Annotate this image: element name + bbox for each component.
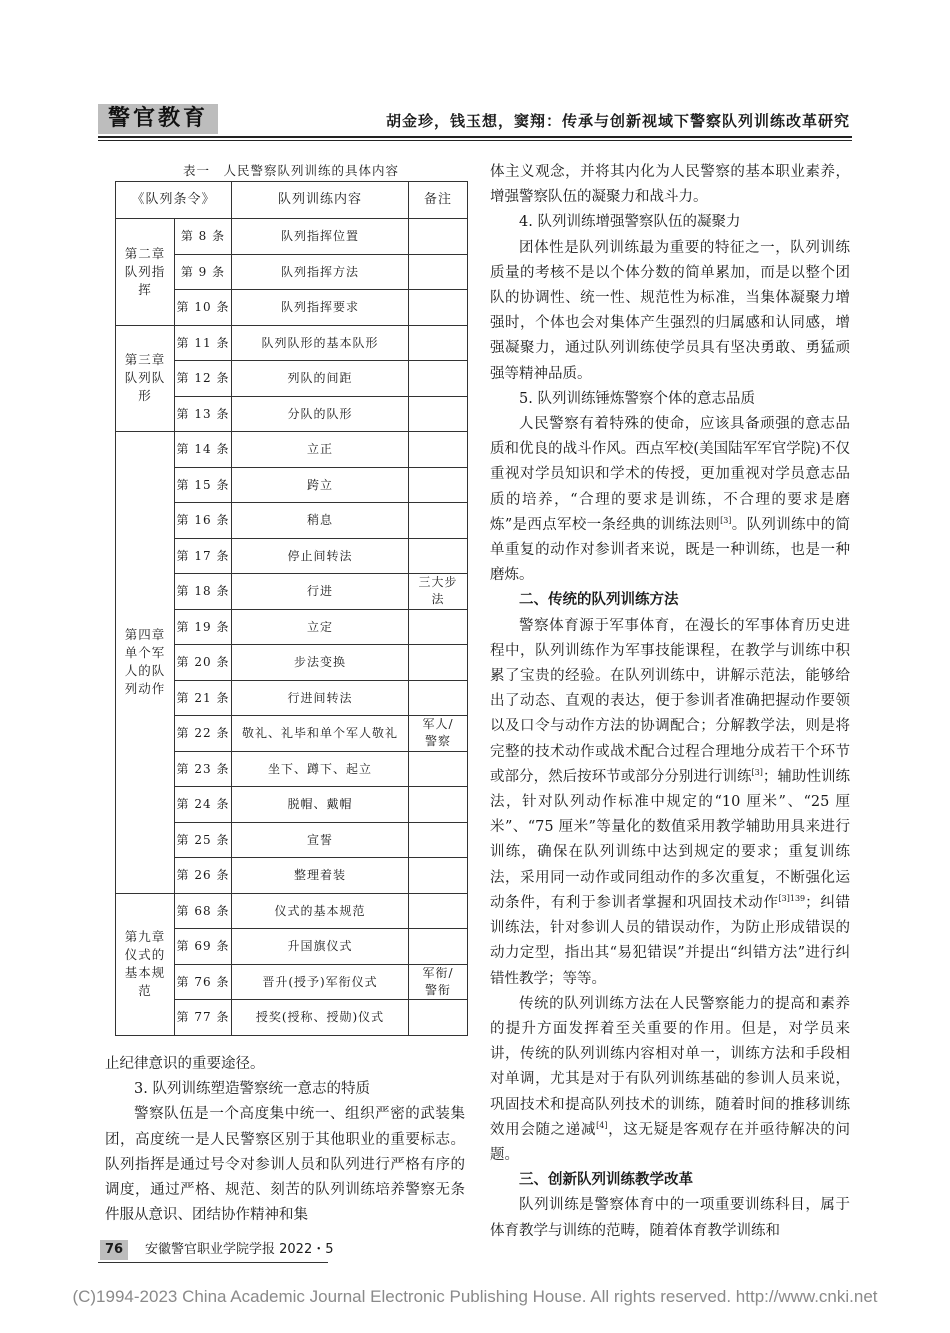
paragraph: 团体性是队列训练最为重要的特征之一，队列训练质量的考核不是以个体分数的简单累加，而是以整个团队的协调性、统一性、规范性为标准，当集体凝聚力增强时，个体也会对集体产生强烈的归属感和认同感，增强凝聚力，通过队列训练使学员具有坚决勇敢、勇猛顽强等精神品质。	[490, 239, 850, 382]
article-cell: 第 21 条	[175, 680, 232, 716]
content-cell: 仪式的基本规范	[232, 893, 409, 929]
note-cell	[409, 219, 468, 255]
left-column	[105, 1052, 465, 1228]
content-cell: 立定	[232, 609, 409, 645]
journal-section-badge: 警官教育	[98, 104, 218, 134]
content-cell: 队列指挥位置	[232, 219, 409, 255]
article-cell: 第 12 条	[175, 361, 232, 397]
article-cell: 第 16 条	[175, 503, 232, 539]
note-cell: 三大步法	[409, 574, 468, 610]
section-heading: 二、传统的队列训练方法	[519, 592, 679, 609]
content-cell: 队列指挥要求	[232, 290, 409, 326]
content-cell: 队列队形的基本队形	[232, 325, 409, 361]
article-cell: 第 25 条	[175, 822, 232, 858]
article-cell: 第 76 条	[175, 964, 232, 1000]
copyright-notice: (C)1994-2023 China Academic Journal Electronic Publishing House. All rights reserved. http://www.cnki.net	[72, 1287, 878, 1306]
article-cell: 第 18 条	[175, 574, 232, 610]
content-cell: 授奖(授称、授勋)仪式	[232, 1000, 409, 1036]
table-caption: 表一 人民警察队列训练的具体内容	[182, 163, 399, 178]
header-regulation: 《队列条令》	[116, 182, 232, 219]
note-cell	[409, 503, 468, 539]
content-cell: 行进间转法	[232, 680, 409, 716]
content-cell: 升国旗仪式	[232, 929, 409, 965]
citation: [3]	[720, 516, 732, 526]
note-cell	[409, 609, 468, 645]
content-cell: 稍息	[232, 503, 409, 539]
table-header-row	[116, 182, 468, 219]
content-cell: 整理着装	[232, 858, 409, 894]
note-cell	[409, 290, 468, 326]
article-cell: 第 68 条	[175, 893, 232, 929]
content-cell: 宣誓	[232, 822, 409, 858]
note-cell	[409, 787, 468, 823]
note-cell	[409, 538, 468, 574]
note-cell	[409, 893, 468, 929]
paragraph: 警察队伍是一个高度集中统一、组织严密的武装集团，高度统一是人民警察区别于其他职业的重要标志。队列指挥是通过号令对参训人员和队列进行严格有序的调度，通过严格、规范、刻苦的队列训练培养警察无条件服从意识、团结协作精神和集	[105, 1106, 465, 1224]
paragraph: 止纪律意识的重要途径。	[105, 1056, 265, 1072]
note-cell	[409, 1000, 468, 1036]
header-note: 备注	[409, 182, 468, 219]
article-cell: 第 11 条	[175, 325, 232, 361]
article-cell: 第 14 条	[175, 432, 232, 468]
table-row	[116, 325, 468, 361]
note-cell	[409, 822, 468, 858]
note-cell	[409, 396, 468, 432]
content-cell: 跨立	[232, 467, 409, 503]
note-cell	[409, 645, 468, 681]
note-cell	[409, 254, 468, 290]
note-cell	[409, 680, 468, 716]
header-content: 队列训练内容	[232, 182, 409, 219]
note-cell	[409, 325, 468, 361]
content-cell: 列队的间距	[232, 361, 409, 397]
content-cell: 坐下、蹲下、起立	[232, 751, 409, 787]
article-cell: 第 24 条	[175, 787, 232, 823]
running-title: 胡金珍，钱玉想，窦翔：传承与创新视域下警察队列训练改革研究	[385, 112, 850, 130]
citation: [3]	[751, 768, 763, 778]
citation: [4]	[596, 1120, 608, 1130]
note-cell	[409, 929, 468, 965]
content-cell: 晋升(授予)军衔仪式	[232, 964, 409, 1000]
subheading: 4. 队列训练增强警察队伍的凝聚力	[519, 214, 741, 231]
training-content-table	[115, 181, 468, 1036]
article-cell: 第 77 条	[175, 1000, 232, 1036]
article-cell: 第 10 条	[175, 290, 232, 326]
article-cell: 第 8 条	[175, 219, 232, 255]
chapter-cell: 第三章队列队形	[116, 325, 175, 432]
citation: [3]139	[778, 894, 806, 904]
note-cell: 军衔/警衔	[409, 964, 468, 1000]
note-cell	[409, 432, 468, 468]
content-cell: 步法变换	[232, 645, 409, 681]
note-cell	[409, 751, 468, 787]
content-cell: 行进	[232, 574, 409, 610]
article-cell: 第 26 条	[175, 858, 232, 894]
header-rule-thin	[98, 140, 852, 141]
article-cell: 第 19 条	[175, 609, 232, 645]
chapter-cell: 第四章单个军人的队列动作	[116, 432, 175, 894]
right-column	[490, 160, 850, 1244]
article-cell: 第 20 条	[175, 645, 232, 681]
content-cell: 分队的队形	[232, 396, 409, 432]
table-row	[116, 893, 468, 929]
content-cell: 立正	[232, 432, 409, 468]
article-cell: 第 22 条	[175, 716, 232, 752]
chapter-cell: 第九章仪式的基本规范	[116, 893, 175, 1035]
article-cell: 第 15 条	[175, 467, 232, 503]
subheading: 5. 队列训练锤炼警察个体的意志品质	[519, 390, 755, 407]
article-cell: 第 13 条	[175, 396, 232, 432]
article-cell: 第 23 条	[175, 751, 232, 787]
footer-rule	[98, 1262, 328, 1263]
paragraph: 警察体育源于军事体育，在漫长的军事体育历史进程中，队列训练作为军事技能课程，在教学与训练中积累了宝贵的经验。在队列训练中，讲解示范法，能够给出了动态、直观的表达，便于参训者准确把握动作要领以及口令与动作方法的协调配合；分解教学法，则是将完整的技术动作或战术配合过程合理地分成若干个环节或部分，然后按环节或部分分别进行训练[3]；辅助性训练法，针对队列动作标准中规定的“10 厘米”、“25 厘米”、“75 厘米”等量化的数值采用教学辅助用具来进行训练，确保在队列训练中达到规定的要求；重复训练法，采用同一动作或同组动作的多次重复，不断强化运动条件，有利于参训者掌握和巩固技术动作$^{[3]139}$；纠错训练法，针对参训人员的错误动作，为防止形成错误的动力定型，指出其“易犯错误”并提出“纠错方法”进行纠错性教学；等等。	[490, 617, 851, 987]
content-cell: 停止间转法	[232, 538, 409, 574]
note-cell	[409, 361, 468, 397]
table-row	[116, 219, 468, 255]
page-number: 76	[100, 1240, 128, 1260]
note-cell	[409, 858, 468, 894]
note-cell	[409, 467, 468, 503]
article-cell: 第 17 条	[175, 538, 232, 574]
journal-name: 安徽警官职业学院学报 2022・5	[145, 1242, 334, 1257]
content-cell: 敬礼、礼毕和单个军人敬礼	[232, 716, 409, 752]
paragraph: 人民警察有着特殊的使命，应该具备顽强的意志品质和优良的战斗作风。西点军校(美国陆军军官学院)不仅重视对学员知识和学术的传授，更加重视对学员意志品质的培养，“合理的要求是训练，不合理的要求是磨炼”是西点军校一条经典的训练法则[3]。队列训练中的简单重复的动作对参训者来说，既是一种训练，也是一种磨炼。	[490, 416, 850, 584]
content-cell: 脱帽、戴帽	[232, 787, 409, 823]
subheading: 3. 队列训练塑造警察统一意志的特质	[134, 1081, 370, 1098]
chapter-cell: 第二章队列指挥	[116, 219, 175, 326]
paragraph: 传统的队列训练方法在人民警察能力的提高和素养的提升方面发挥着至关重要的作用。但是，对学员来讲，传统的队列训练内容相对单一，训练方法和手段相对单调，尤其是对于有队列训练基础的参训人员来说，巩固技术和提高队列技术的训练，随着时间的推移训练效用会随之递减[4]，这无疑是客观存在并亟待解决的问题。	[490, 995, 851, 1163]
header-rule	[98, 136, 852, 138]
article-cell: 第 69 条	[175, 929, 232, 965]
paragraph: 体主义观念，并将其内化为人民警察的基本职业素养，增强警察队伍的凝聚力和战斗力。	[490, 164, 850, 206]
table-row	[116, 432, 468, 468]
content-cell: 队列指挥方法	[232, 254, 409, 290]
note-cell: 军人/警察	[409, 716, 468, 752]
section-heading: 三、创新队列训练教学改革	[519, 1172, 693, 1189]
paragraph: 队列训练是警察体育中的一项重要训练科目，属于体育教学与训练的范畴，随着体育教学训练和	[490, 1197, 850, 1239]
article-cell: 第 9 条	[175, 254, 232, 290]
